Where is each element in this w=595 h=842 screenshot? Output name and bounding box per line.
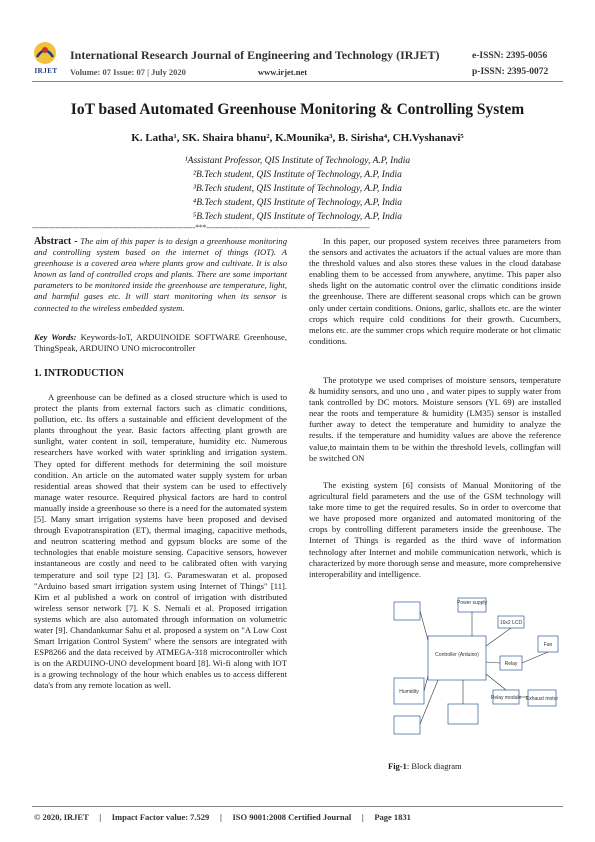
footer-copyright: © 2020, IRJET — [34, 812, 89, 822]
section-separator: ---------------------------------------------------------------------***--------------------------------------------------------------------- — [32, 223, 370, 232]
block-diagram — [388, 596, 560, 744]
abstract — [34, 236, 287, 314]
affiliation: ⁵B.Tech student, QIS Institute of Technology, A.P, India — [192, 212, 403, 222]
logo-text: IRJET — [34, 67, 58, 75]
intro-paragraph: A greenhouse can be defined as a closed structure which is used to protect the plants from external factors such as climatic conditions, pollution, etc. Its offers a sustainable and efficient development of the plants throughout the year. Basic factors affecting plant growth are sunlight, water content in soil, temperature, humidity etc. Numerous researchers have worked with water sprinkling and irrigation system. They opted for different methods for determining the soil moisture condition. An article on the automated water supply system for urban residential areas showed that their system can be used to effectively manage water resource. Required physical factors are hard to control manually inside a greenhouse so there is a need for the automated system [5]. Many smart irrigation systems have been proposed and devised through Evapotranspiration (ET), thermal imaging, capacitive methods, and neutron scattering method and gypsum blocks are some of the technologies that enable moisture sensing. Capacitive sensors, however instantaneous are costly and need to be calibrated often with varying temperature and soil type [2] [3]. G. Parameswaran et al. proposed "Arduino based smart irrigation system using Internet of Things" [11]. Kim et al published a work on control of irrigation with distributed wireless sensor network [7]. K S. Nemali et al. Proposed irrigation systems which are also automated through information on volumetric water [9]. Chandankumar Sahu et al. proposed a system on "A Low Cost Smart Irrigation Control System" where the sensors are integrated with ESP8266 and the data received by ATMEGA-318 microcontroller which is on the ARDUINO-UNO development board [8]. Wi-fi along with IOT is a growing technology of the hour which enables us to access different data's from any remote location as well. — [34, 392, 287, 691]
p-issn: p-ISSN: 2395-0072 — [472, 67, 549, 77]
figure-caption-text: : Block diagram — [406, 761, 462, 771]
affiliation: ¹Assistant Professor, QIS Institute of Technology, A.P, India — [184, 156, 411, 166]
abstract-text: The aim of this paper is to design a greenhouse monitoring and controlling system based on the internet of things (IOT). A greenhouse is a covered area where plants grow and cultivate. It is also known as land of controlled crops and plants. There are some important parameters to be monitored inside the greenhouse are temperature, light, and harmful gases etc. It will start monitoring when its sensor is connected to the wireless embedded system. — [34, 236, 288, 313]
figure-caption — [388, 761, 560, 771]
affiliation: ²B.Tech student, QIS Institute of Technology, A.P, India — [193, 170, 402, 180]
section-heading: 1. INTRODUCTION — [34, 368, 125, 379]
body-paragraph: In this paper, our proposed system receives three parameters from the sensors and activates the actuators if the actual values are more than the threshold values and also stores these values in the cloud database enabling them to be accessed from anywhere, anytime. This paper also sheds light on the automatic control over the climatic conditions inside the greenhouse. There are different seasonal crops which can be grown only under certain conditions. Onions, garlic, shallots etc. are the winter crops which require cold conditions for their growth. Cucumbers, melons etc. are the summer crops which require moderate or hot climatic conditions. — [309, 236, 561, 346]
figure-label: Fig-1 — [388, 761, 407, 771]
label-controller: Controller (Arduino) — [435, 652, 479, 658]
label-fan: Fan — [543, 642, 553, 648]
affiliation: ³B.Tech student, QIS Institute of Technology, A.P, India — [193, 184, 402, 194]
block-controller — [428, 636, 486, 680]
footer-rule — [32, 806, 563, 807]
affiliation: ⁴B.Tech student, QIS Institute of Technology, A.P, India — [192, 198, 403, 208]
header-rule — [32, 81, 563, 82]
abstract-label: Abstract - — [34, 236, 81, 247]
label-exhaust: Exhaust motor — [525, 696, 559, 702]
footer-page: Page 1831 — [374, 812, 411, 822]
journal-name: International Research Journal of Engineering and Technology (IRJET) — [70, 48, 440, 62]
page-footer: © 2020, IRJET | Impact Factor value: 7.529 | ISO 9001:2008 Certified Journal | Page 1831 — [34, 812, 411, 822]
keywords — [34, 332, 287, 354]
footer-iso: ISO 9001:2008 Certified Journal — [232, 812, 352, 822]
volume-issue: Volume: 07 Issue: 07 | July 2020 — [70, 67, 186, 77]
label-relay: Relay — [504, 661, 518, 667]
keywords-text: Keywords-IoT, ARDUINOIDE SOFTWARE Greenhouse, ThingSpeak, ARDUINO UNO microcontroller — [34, 332, 287, 354]
label-humidity: Humidity — [399, 689, 419, 695]
body-paragraph: The prototype we used comprises of moisture sensors, temperature & humidity sensors, and uno uno , and water pipes to supply water from tank controlled by DC motors. Moisture sensors (YL 69) are installed near the roots and temperature & humidity (LM35) sensor is installed further away to detect the temperature and humidity to analyze the results. if the temperature and humidity values are above the reference value,to maintain them to be within the threshold levels, collingfan will be switched ON — [309, 375, 561, 463]
journal-website[interactable]: www.irjet.net — [258, 67, 308, 77]
author-list: K. Latha¹, SK. Shaira bhanu², K.Mounika³, B. Sirisha⁴, CH.Vyshanavi⁵ — [131, 132, 464, 144]
label-power: Power supply — [456, 600, 488, 606]
label-lcd: 16x2 LCD — [499, 620, 523, 626]
e-issn: e-ISSN: 2395-0056 — [472, 51, 548, 61]
label-relay-module: Relay module — [490, 695, 522, 701]
body-paragraph: The existing system [6] consists of Manual Monitoring of the agricultural field parameters and the use of the GSM technology will take more time to get the required results. So in order to overcome that we have proposed more organized and automated monitoring of the crops by controlling different parameters inside the greenhouse. The Internet of Things is regarded as the third wave of information technology after Internet and mobile communication network, which is characterized by more thorough sense and measure, more comprehensive interoperability and intelligence. — [309, 480, 561, 579]
paper-title: IoT based Automated Greenhouse Monitoring & Controlling System — [70, 101, 525, 118]
journal-logo — [32, 40, 58, 66]
footer-impact: Impact Factor value: 7.529 — [111, 812, 210, 822]
keywords-label: Key Words: — [34, 332, 81, 342]
